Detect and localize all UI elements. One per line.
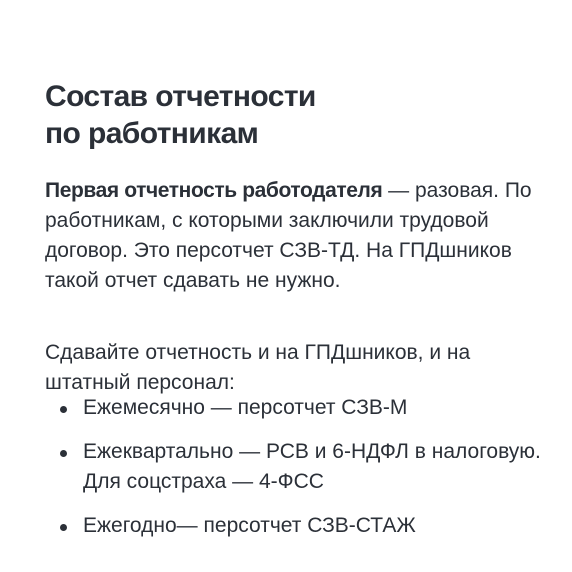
list-item-text: Ежегодно— персотчет СЗВ-СТАЖ: [83, 514, 416, 537]
title-line-1: Состав отчетности: [45, 80, 316, 113]
bullet-icon: [60, 524, 67, 531]
list-item: [45, 437, 550, 497]
bullet-icon: [60, 450, 67, 457]
list-item: [45, 511, 550, 541]
reporting-list: [45, 393, 550, 555]
list-item-text: Ежеквартально — РСВ и 6-НДФЛ в налоговую. Для соцстраха — 4-ФСС: [83, 440, 541, 493]
paragraph-reporting-intro: Сдавайте отчетность и на ГПДшников, и на штатный персонал:: [45, 341, 471, 394]
page-title: [45, 78, 545, 152]
list-item-text: Ежемесячно — персотчет СЗВ-М: [83, 396, 408, 419]
bullet-icon: [60, 406, 67, 413]
list-item: [45, 393, 550, 423]
title-line-2: по работникам: [45, 117, 259, 150]
paragraph-body: — разовая. По работникам, с которыми заключили трудовой договор. Это персотчет СЗВ-ТД. На ГПДшников такой отчет сдавать не нужно.: [45, 179, 532, 292]
paragraph-bold-lead: Первая отчетность работодателя: [45, 179, 383, 202]
paragraph-first-reporting: [45, 176, 550, 296]
